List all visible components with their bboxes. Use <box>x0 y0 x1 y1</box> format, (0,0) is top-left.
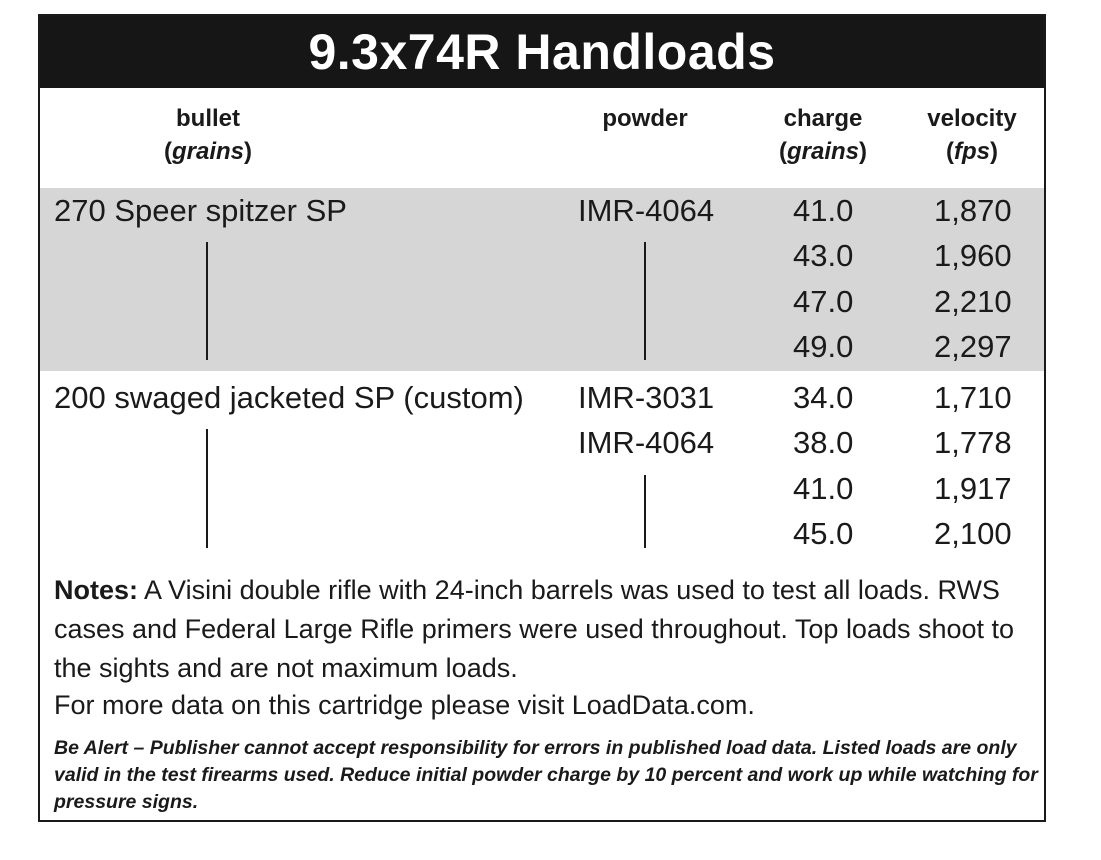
group-2-powder-1: IMR-3031 <box>578 380 715 415</box>
header-charge-label: charge <box>783 105 863 132</box>
header-charge-unit: (grains) <box>778 138 868 165</box>
charge-cell: 38.0 <box>793 425 854 460</box>
header-velocity <box>917 102 1027 168</box>
charge-cell: 34.0 <box>793 380 854 415</box>
load-data-table <box>38 14 1046 822</box>
velocity-cell: 2,297 <box>934 329 1012 364</box>
group-1-powder-ditto-line <box>644 242 646 360</box>
group-2-bullet-ditto-line <box>206 429 208 548</box>
group-2-powder-ditto-line <box>644 475 646 548</box>
velocity-cell: 1,960 <box>934 238 1012 273</box>
notes-label: Notes: <box>54 575 139 605</box>
header-bullet-unit: (grains) <box>163 138 253 165</box>
more-data-text: For more data on this cartridge please visit LoadData.com. <box>54 690 755 720</box>
group-1-bullet-ditto-line <box>206 242 208 360</box>
velocity-cell: 1,778 <box>934 425 1012 460</box>
group-2-bullet: 200 swaged jacketed SP (custom) <box>54 380 524 415</box>
charge-cell: 41.0 <box>793 471 854 506</box>
header-powder <box>590 102 700 135</box>
charge-cell: 45.0 <box>793 516 854 551</box>
velocity-cell: 2,100 <box>934 516 1012 551</box>
group-2-powder-2: IMR-4064 <box>578 425 715 460</box>
group-1-bullet: 270 Speer spitzer SP <box>54 193 347 228</box>
header-velocity-unit: (fps) <box>946 138 998 165</box>
alert-disclaimer: Be Alert – Publisher cannot accept responsibility for errors in published load data. Listed loads are only valid in the test firearms used. Reduce initial powder charge by 10 percent and work up while watching for pressure signs. <box>54 737 1038 813</box>
header-powder-label: powder <box>602 105 688 132</box>
charge-cell: 43.0 <box>793 238 854 273</box>
velocity-cell: 1,870 <box>934 193 1012 228</box>
header-bullet <box>148 102 268 168</box>
velocity-cell: 1,710 <box>934 380 1012 415</box>
charge-cell: 49.0 <box>793 329 854 364</box>
notes-paragraph <box>54 571 1039 688</box>
header-velocity-label: velocity <box>927 105 1017 132</box>
charge-cell: 41.0 <box>793 193 854 228</box>
header-bullet-label: bullet <box>176 105 240 132</box>
charge-cell: 47.0 <box>793 284 854 319</box>
table-title: 9.3x74R Handloads <box>40 16 1044 88</box>
notes-text: A Visini double rifle with 24-inch barrels was used to test all loads. RWS cases and Federal Large Rifle primers were used throughout. Top loads shoot to the sights and are not maximum loads. <box>54 575 1015 683</box>
velocity-cell: 1,917 <box>934 471 1012 506</box>
velocity-cell: 2,210 <box>934 284 1012 319</box>
header-charge <box>768 102 878 168</box>
group-1-powder: IMR-4064 <box>578 193 715 228</box>
